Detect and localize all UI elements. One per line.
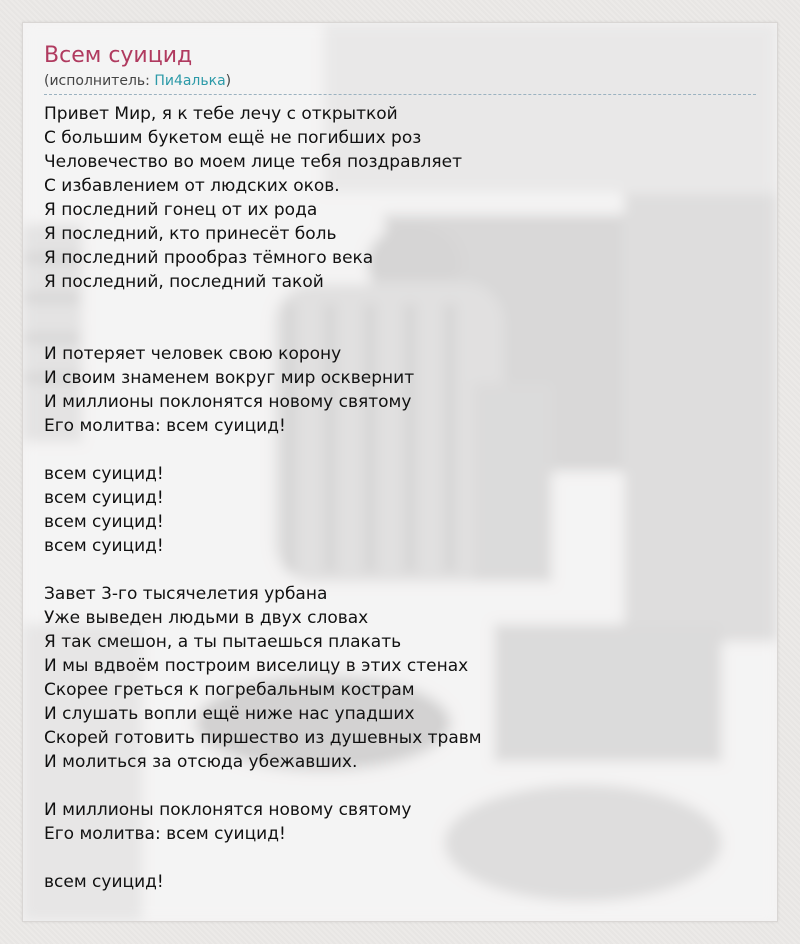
lyric-line: всем суицид! (44, 512, 164, 532)
lyric-line: Я последний, кто принесёт боль (44, 224, 337, 244)
artist-link[interactable]: Пи4алька (154, 73, 226, 89)
stanza (44, 462, 756, 558)
lyric-line: Скорее греться к погребальным кострам (44, 680, 415, 700)
lyric-line: всем суицид! (44, 464, 164, 484)
lyric-line: Я последний гонец от их рода (44, 200, 318, 220)
stanza (44, 582, 756, 774)
lyric-line: С избавлением от людских оков. (44, 176, 340, 196)
lyric-line: Его молитва: всем суицид! (44, 824, 286, 844)
lyric-line: всем суицид! (44, 488, 164, 508)
artist-line (44, 72, 756, 90)
lyric-line: И слушать вопли ещё ниже нас упадших (44, 704, 415, 724)
stanza (44, 342, 756, 438)
artist-suffix: ) (225, 73, 232, 89)
divider (44, 94, 756, 95)
lyric-line: Привет Мир, я к тебе лечу с открыткой (44, 104, 398, 124)
song-title: Всем суицид (44, 43, 193, 68)
stanza (44, 870, 756, 894)
lyric-line: И миллионы поклонятся новому святому (44, 800, 412, 820)
lyric-line: С большим букетом ещё не погибших роз (44, 128, 422, 148)
lyrics-text (44, 102, 756, 894)
lyric-line: Завет 3-го тысячелетия урбана (44, 584, 328, 604)
artist-prefix: (исполнитель: (44, 73, 155, 89)
lyrics-card (22, 22, 778, 922)
lyric-line: И мы вдвоём построим виселицу в этих стенах (44, 656, 469, 676)
lyric-line: всем суицид! (44, 872, 164, 892)
lyric-line: Я так смешон, а ты пытаешься плакать (44, 632, 402, 652)
blank-line (44, 294, 756, 318)
stanza (44, 102, 756, 318)
lyric-line: Уже выведен людьми в двух словах (44, 608, 369, 628)
lyric-line: Скорей готовить пиршество из душевных травм (44, 728, 482, 748)
lyric-line: И своим знаменем вокруг мир осквернит (44, 368, 415, 388)
lyrics-content (44, 41, 756, 918)
stanza (44, 798, 756, 846)
lyric-line: Я последний прообраз тёмного века (44, 248, 374, 268)
lyric-line: И потеряет человек свою корону (44, 344, 342, 364)
lyric-line: Его молитва: всем суицид! (44, 416, 286, 436)
lyric-line: Я последний, последний такой (44, 272, 324, 292)
lyric-line: Человечество во моем лице тебя поздравляет (44, 152, 462, 172)
lyric-line: всем суицид! (44, 536, 164, 556)
lyric-line: И молиться за отсюда убежавших. (44, 752, 358, 772)
lyric-line: И миллионы поклонятся новому святому (44, 392, 412, 412)
